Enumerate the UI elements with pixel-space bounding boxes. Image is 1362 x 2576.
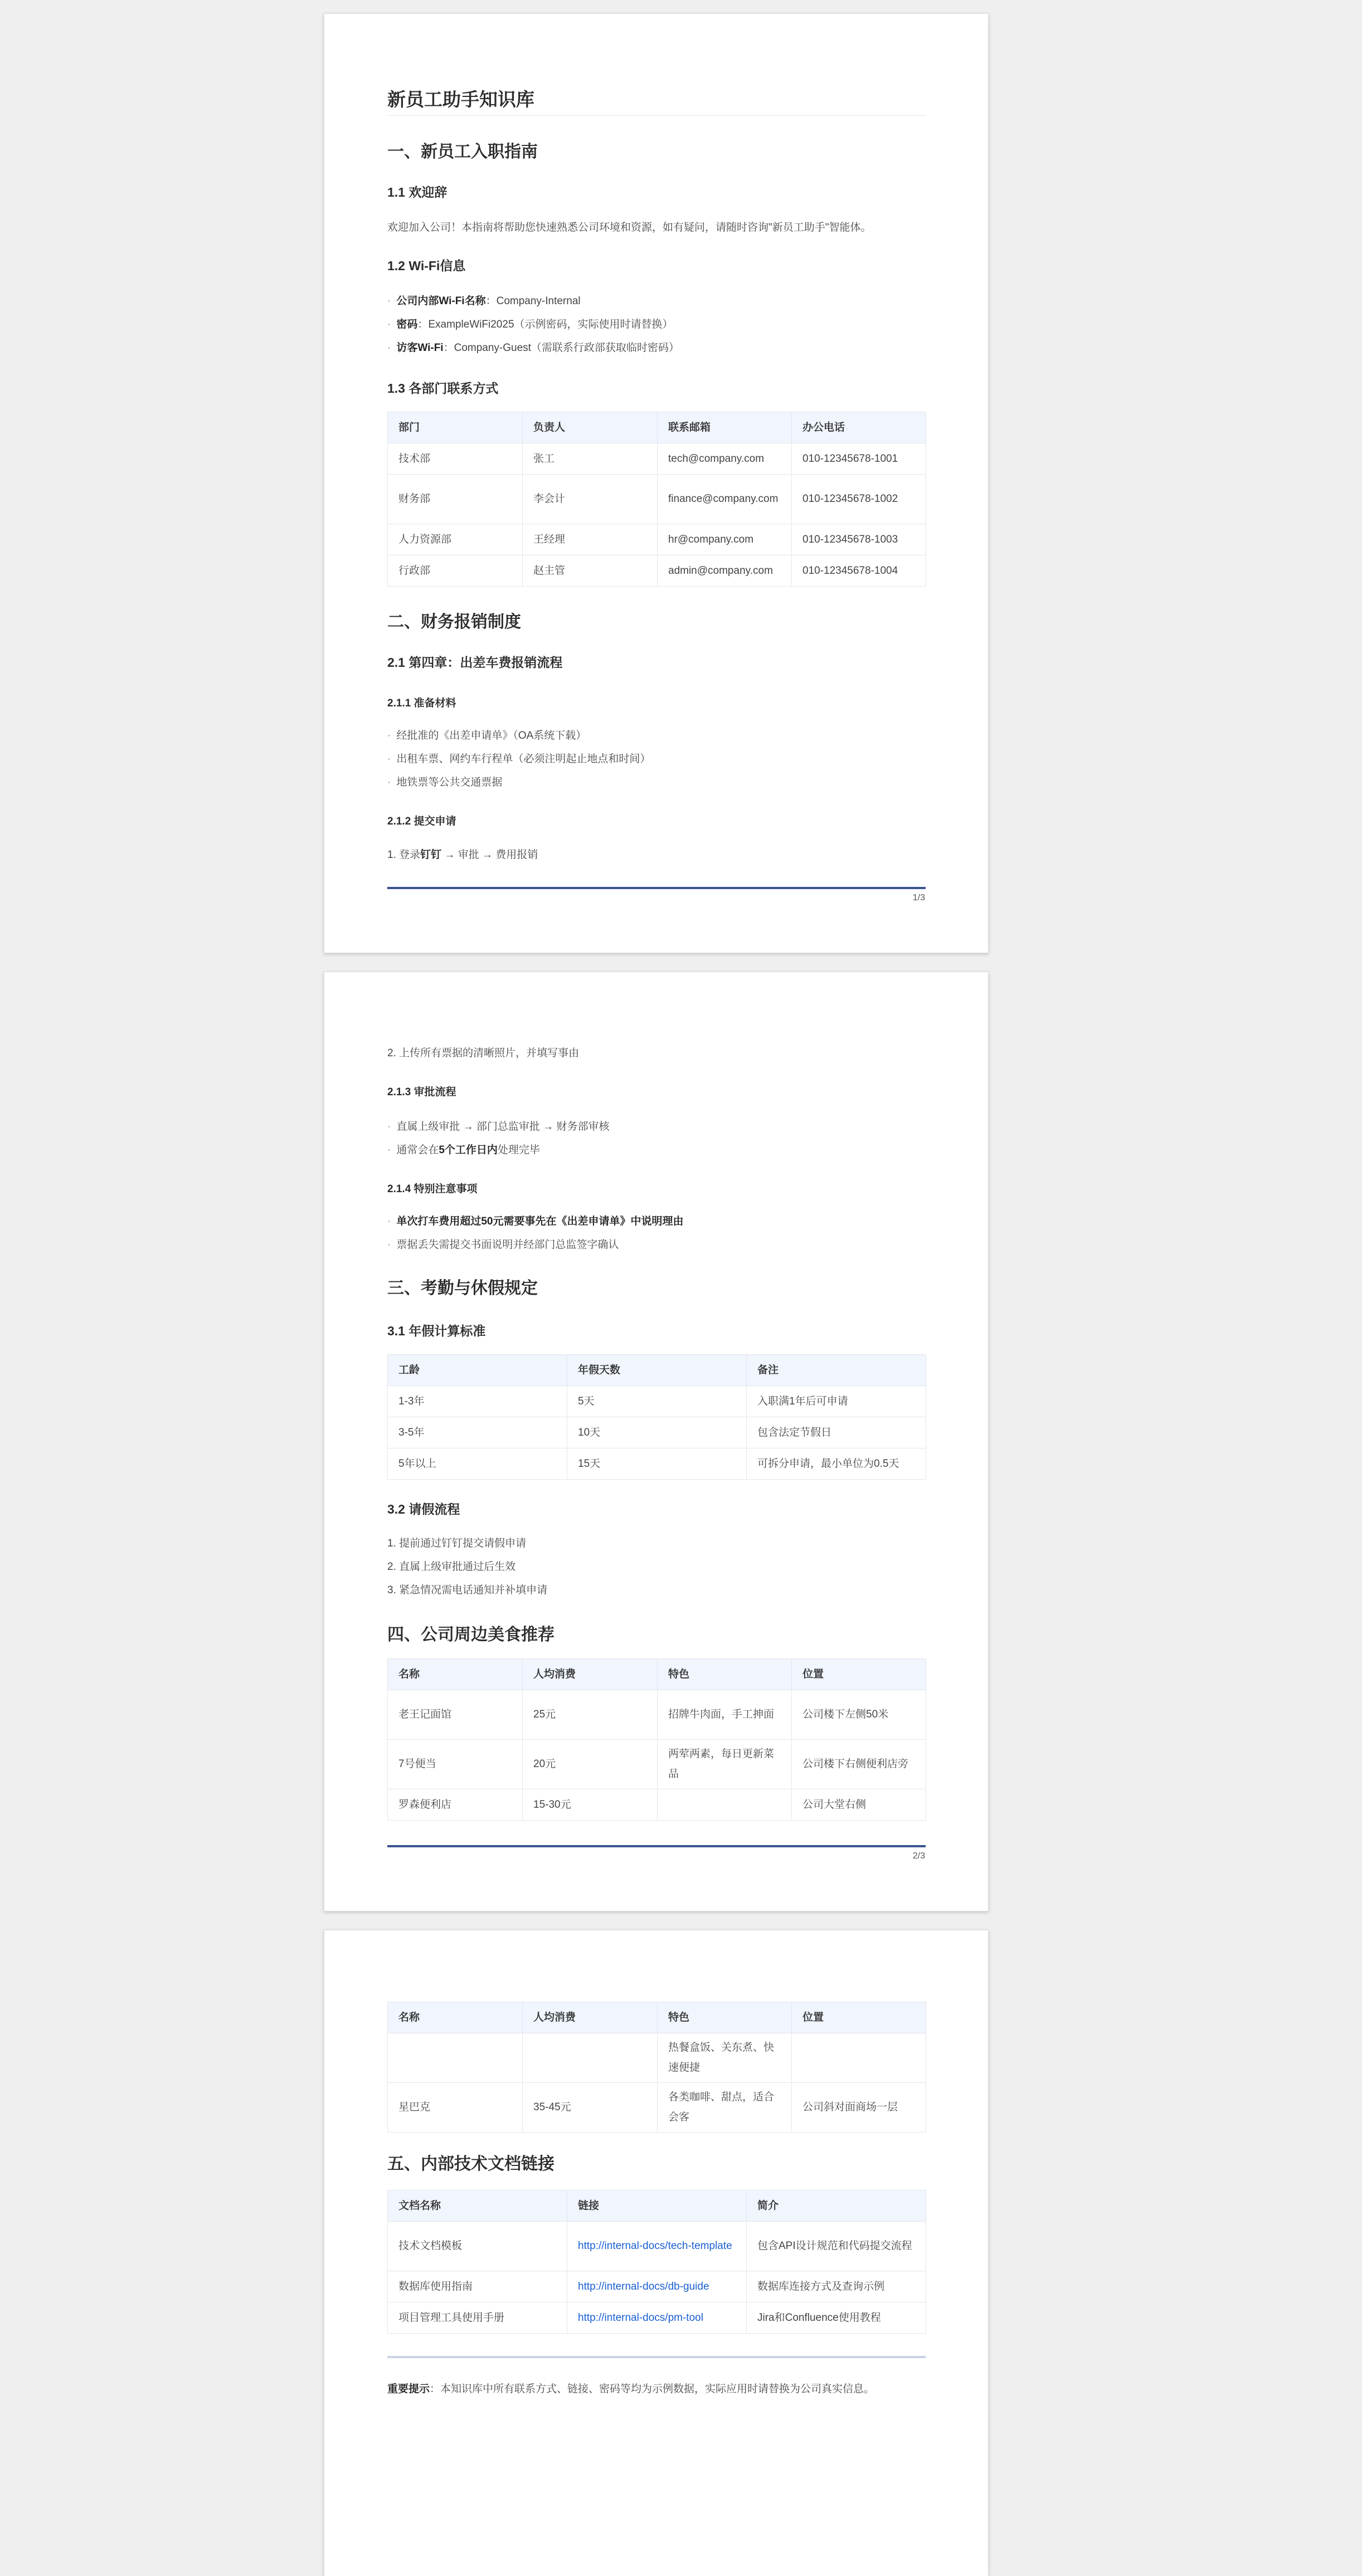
wifi-heading: 1.2 Wi-Fi信息 <box>387 258 466 273</box>
section-heading-onboarding: 一、新员工入职指南 <box>387 143 538 161</box>
page-number: 1/3 <box>912 893 925 902</box>
section-heading-finance: 二、财务报销制度 <box>387 613 521 631</box>
document-page-2 <box>324 972 989 1911</box>
section-heading-food: 四、公司周边美食推荐 <box>387 1626 554 1644</box>
table-row <box>388 1690 926 1740</box>
approve-heading: 2.1.3 审批流程 <box>387 1086 456 1098</box>
doc-link-db-guide[interactable]: http://internal-docs/db-guide <box>567 2271 747 2302</box>
page-number: 2/3 <box>912 1851 925 1861</box>
list-item: 2. 直属上级审批通过后生效 <box>387 1561 516 1573</box>
list-item: · 经批准的《出差申请单》（OA系统下载） <box>387 730 587 741</box>
table-cell: 行政部 <box>388 555 523 587</box>
food-table-clip <box>387 1658 927 1811</box>
table-row <box>388 2302 926 2334</box>
table-cell: 罗森便利店 <box>388 1789 523 1821</box>
table-cell: 招牌牛肉面，手工抻面 <box>658 1690 792 1740</box>
table-cell <box>523 2033 658 2083</box>
table-cell: hr@company.com <box>658 524 792 555</box>
column-header: 特色 <box>658 1659 792 1690</box>
table-cell: 技术文档模板 <box>388 2222 567 2271</box>
table-row <box>388 1417 926 1448</box>
doc-link-pm-tool[interactable]: http://internal-docs/pm-tool <box>567 2302 747 2334</box>
important-note: 重要提示：本知识库中所有联系方式、链接、密码等均为示例数据，实际应用时请替换为公司真实信息。 <box>387 2383 875 2395</box>
table-cell: 星巴克 <box>388 2083 523 2133</box>
table-cell: 包含API设计规范和代码提交流程 <box>747 2222 926 2271</box>
list-item: · 直属上级审批 → 部门总监审批 → 财务部审核 <box>387 1121 610 1133</box>
notes-heading: 2.1.4 特别注意事项 <box>387 1183 478 1195</box>
column-header: 备注 <box>747 1355 926 1386</box>
table-cell: admin@company.com <box>658 555 792 587</box>
note-divider <box>387 2356 926 2358</box>
table-cell: 两荤两素，每日更新菜品 <box>658 1740 792 1789</box>
list-item: · 访客Wi-Fi：Company-Guest（需联系行政部获取临时密码） <box>387 342 679 354</box>
table-row <box>388 475 926 524</box>
table-cell: 公司楼下右侧便利店旁 <box>792 1740 926 1789</box>
table-cell: 35-45元 <box>523 2083 658 2133</box>
leave-process-heading: 3.2 请假流程 <box>387 1502 460 1516</box>
table-row <box>388 1386 926 1417</box>
table-row <box>388 2033 926 2083</box>
table-cell: 10天 <box>567 1417 747 1448</box>
table-cell <box>792 2033 926 2083</box>
column-header: 名称 <box>388 1659 523 1690</box>
column-header: 特色 <box>658 2002 792 2033</box>
table-header-row <box>388 1355 926 1386</box>
table-cell: 010-12345678-1003 <box>792 524 926 555</box>
table-cell: Jira和Confluence使用教程 <box>747 2302 926 2334</box>
table-cell: 数据库使用指南 <box>388 2271 567 2302</box>
table-row <box>388 555 926 587</box>
list-item: · 公司内部Wi-Fi名称：Company-Internal <box>387 295 581 307</box>
table-row <box>388 2271 926 2302</box>
annual-leave-table <box>387 1354 926 1480</box>
footer-divider <box>387 887 926 889</box>
table-header-row <box>388 2002 926 2033</box>
table-cell: 技术部 <box>388 443 523 475</box>
table-cell: 15天 <box>567 1448 747 1480</box>
column-header: 人均消费 <box>523 2002 658 2033</box>
table-cell: 财务部 <box>388 475 523 524</box>
table-cell: 5天 <box>567 1386 747 1417</box>
column-header: 年假天数 <box>567 1355 747 1386</box>
table-cell: 赵主管 <box>523 555 658 587</box>
doc-link-tech-template[interactable]: http://internal-docs/tech-template <box>567 2222 747 2271</box>
column-header: 名称 <box>388 2002 523 2033</box>
list-item: 3. 紧急情况需电话通知并补填申请 <box>387 1584 548 1596</box>
table-cell: 入职满1年后可申请 <box>747 1386 926 1417</box>
food-table-continued <box>387 2002 926 2133</box>
list-item: 2. 上传所有票据的清晰照片，并填写事由 <box>387 1047 580 1059</box>
subsection-heading-travel: 2.1 第四章：出差车费报销流程 <box>387 655 563 670</box>
column-header: 位置 <box>792 2002 926 2033</box>
table-cell: 公司大堂右侧 <box>792 1789 926 1821</box>
table-header-row <box>388 412 926 443</box>
table-cell: 公司楼下左侧50米 <box>792 1690 926 1740</box>
document-page-1 <box>324 13 989 953</box>
list-item: 1. 登录钉钉 → 审批 → 费用报销 <box>387 849 538 861</box>
table-cell: 20元 <box>523 1740 658 1789</box>
table-cell: 25元 <box>523 1690 658 1740</box>
section-heading-attendance: 三、考勤与休假规定 <box>387 1279 538 1297</box>
table-cell <box>658 1789 792 1821</box>
column-header: 负责人 <box>523 412 658 443</box>
tech-docs-table <box>387 2190 926 2334</box>
table-header-row <box>388 2190 926 2222</box>
column-header: 部门 <box>388 412 523 443</box>
column-header: 办公电话 <box>792 412 926 443</box>
table-cell: 7号便当 <box>388 1740 523 1789</box>
document-page-3 <box>324 1930 989 2576</box>
table-cell: 王经理 <box>523 524 658 555</box>
submit-heading: 2.1.2 提交申请 <box>387 816 456 827</box>
table-cell: 010-12345678-1001 <box>792 443 926 475</box>
table-cell <box>388 2033 523 2083</box>
column-header: 工龄 <box>388 1355 567 1386</box>
title-divider <box>387 115 926 116</box>
footer-divider <box>387 1845 926 1847</box>
table-cell: 项目管理工具使用手册 <box>388 2302 567 2334</box>
table-row <box>388 1448 926 1480</box>
list-item: · 出租车票、网约车行程单（必须注明起止地点和时间） <box>387 753 651 765</box>
list-item: · 密码：ExampleWiFi2025（示例密码，实际使用时请替换） <box>387 319 673 330</box>
table-cell: 5年以上 <box>388 1448 567 1480</box>
contacts-table <box>387 412 926 587</box>
table-cell: 1-3年 <box>388 1386 567 1417</box>
list-item: · 票据丢失需提交书面说明并经部门总监签字确认 <box>387 1239 619 1251</box>
column-header: 位置 <box>792 1659 926 1690</box>
table-cell: 老王记面馆 <box>388 1690 523 1740</box>
table-cell: 010-12345678-1004 <box>792 555 926 587</box>
table-row <box>388 443 926 475</box>
table-row <box>388 1789 926 1821</box>
welcome-heading: 1.1 欢迎辞 <box>387 185 447 199</box>
prep-heading: 2.1.1 准备材料 <box>387 697 456 709</box>
list-item: · 通常会在5个工作日内处理完毕 <box>387 1144 540 1156</box>
table-cell: 3-5年 <box>388 1417 567 1448</box>
list-item: · 地铁票等公共交通票据 <box>387 777 503 788</box>
table-cell: 010-12345678-1002 <box>792 475 926 524</box>
table-row <box>388 2083 926 2133</box>
leave-heading: 3.1 年假计算标准 <box>387 1324 486 1338</box>
column-header: 简介 <box>747 2190 926 2222</box>
table-cell: 张工 <box>523 443 658 475</box>
table-header-row <box>388 1659 926 1690</box>
table-row <box>388 2222 926 2271</box>
column-header: 链接 <box>567 2190 747 2222</box>
list-item: · 单次打车费用超过50元需要事先在《出差申请单》中说明理由 <box>387 1216 684 1227</box>
table-cell: tech@company.com <box>658 443 792 475</box>
section-heading-tech-docs: 五、内部技术文档链接 <box>387 2155 554 2173</box>
table-cell: 人力资源部 <box>388 524 523 555</box>
table-row <box>388 524 926 555</box>
table-cell: 15-30元 <box>523 1789 658 1821</box>
contacts-heading: 1.3 各部门联系方式 <box>387 381 499 396</box>
document-title: 新员工助手知识库 <box>387 89 534 110</box>
list-item: 1. 提前通过钉钉提交请假申请 <box>387 1538 527 1549</box>
welcome-text: 欢迎加入公司！本指南将帮助您快速熟悉公司环境和资源，如有疑问，请随时咨询"新员工助手"智能体。 <box>387 222 872 233</box>
table-cell: 热餐盒饭、关东煮、快速便捷 <box>658 2033 792 2083</box>
column-header: 人均消费 <box>523 1659 658 1690</box>
table-cell: 李会计 <box>523 475 658 524</box>
table-cell: 公司斜对面商场一层 <box>792 2083 926 2133</box>
column-header: 文档名称 <box>388 2190 567 2222</box>
table-cell: 数据库连接方式及查询示例 <box>747 2271 926 2302</box>
table-cell: 可拆分申请，最小单位为0.5天 <box>747 1448 926 1480</box>
column-header: 联系邮箱 <box>658 412 792 443</box>
table-cell: 包含法定节假日 <box>747 1417 926 1448</box>
table-cell: finance@company.com <box>658 475 792 524</box>
food-table <box>387 1658 926 1821</box>
table-cell: 各类咖啡、甜点，适合会客 <box>658 2083 792 2133</box>
table-row <box>388 1740 926 1789</box>
